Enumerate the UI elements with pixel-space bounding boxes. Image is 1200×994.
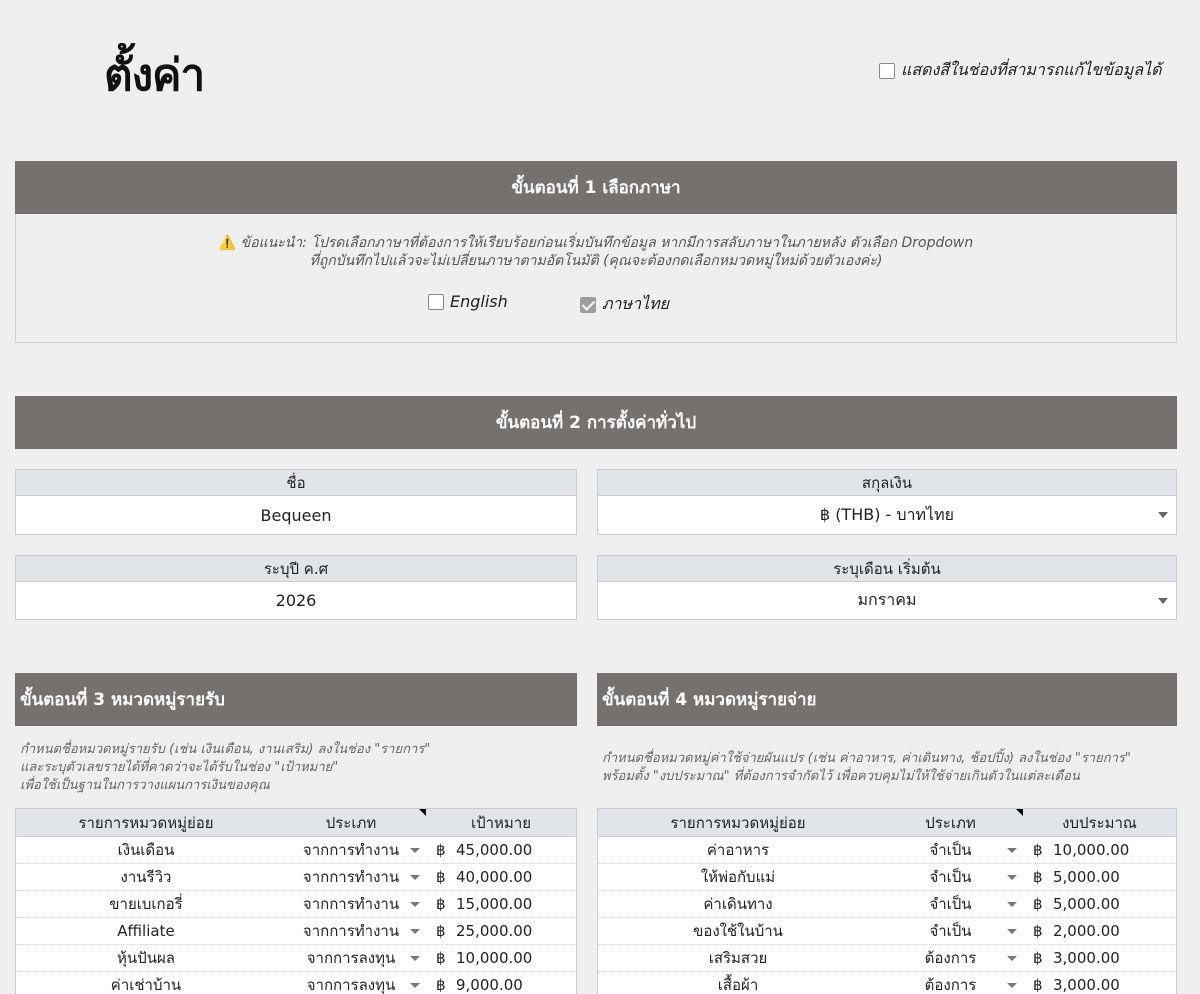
expense-row-amount[interactable] bbox=[1023, 918, 1176, 944]
year-label: ระบุปี ค.ศ bbox=[15, 555, 577, 582]
expense-row-name-text: ค่าอาหาร bbox=[706, 841, 770, 859]
income-row-type-text: จากการทำงาน bbox=[302, 841, 400, 859]
step3-desc-line2: และระบุตัวเลขรายได้ที่คาดว่าจะได้รับในช่อง "เป้าหมาย" bbox=[20, 760, 339, 775]
currency-label: สกุลเงิน bbox=[597, 469, 1177, 496]
income-table bbox=[15, 808, 577, 994]
income-row-name-text: ขายเบเกอรี่ bbox=[109, 895, 183, 913]
baht-symbol: ฿ bbox=[436, 976, 446, 994]
expense-row-type-select[interactable] bbox=[878, 945, 1023, 971]
income-table-header bbox=[16, 809, 576, 837]
income-table-row bbox=[16, 972, 576, 994]
income-row-name[interactable] bbox=[16, 864, 276, 890]
expense-row-type-text: จำเป็น bbox=[929, 895, 972, 913]
baht-symbol: ฿ bbox=[436, 868, 446, 886]
income-row-amount-text: 10,000.00 bbox=[456, 949, 533, 967]
baht-symbol: ฿ bbox=[436, 841, 446, 859]
dropdown-arrow-icon[interactable] bbox=[410, 929, 420, 934]
currency-value: ฿ (THB) - บาทไทย bbox=[819, 504, 955, 524]
dropdown-arrow-icon[interactable] bbox=[410, 875, 420, 880]
expense-row-type-text: ต้องการ bbox=[924, 949, 977, 967]
expense-row-name-text: ของใช้ในบ้าน bbox=[693, 922, 783, 940]
expense-row-type-select[interactable] bbox=[878, 864, 1023, 890]
expense-row-type-text: ต้องการ bbox=[924, 976, 977, 994]
baht-symbol: ฿ bbox=[436, 949, 446, 967]
expense-row-name-text: ค่าเดินทาง bbox=[703, 895, 773, 913]
step4-header bbox=[597, 673, 1177, 726]
income-row-amount-text: 25,000.00 bbox=[456, 922, 533, 940]
expense-header-name: รายการหมวดหมู่ย่อย bbox=[670, 813, 806, 832]
dropdown-arrow-icon[interactable] bbox=[410, 902, 420, 907]
warning-icon: ⚠️ bbox=[218, 235, 237, 251]
expense-row-amount-text: 2,000.00 bbox=[1053, 922, 1120, 940]
year-value: 2026 bbox=[275, 591, 317, 610]
income-row-name[interactable] bbox=[16, 891, 276, 917]
income-row-type-text: จากการลงทุน bbox=[306, 949, 396, 967]
income-row-name-text: เงินเดือน bbox=[117, 841, 175, 859]
income-table-row bbox=[16, 891, 576, 918]
language-tip bbox=[16, 234, 1176, 270]
expense-row-type-text: จำเป็น bbox=[929, 868, 972, 886]
baht-symbol: ฿ bbox=[1033, 868, 1043, 886]
income-row-amount[interactable] bbox=[426, 837, 576, 863]
expense-table-row bbox=[598, 945, 1176, 972]
expense-row-name[interactable] bbox=[598, 864, 878, 890]
language-option-english[interactable] bbox=[428, 292, 508, 311]
income-row-type-text: จากการทำงาน bbox=[302, 922, 400, 940]
income-table-row bbox=[16, 864, 576, 891]
expense-row-name-text: เสื้อผ้า bbox=[717, 976, 759, 994]
tip-line1: โปรดเลือกภาษาที่ต้องการให้เรียบร้อยก่อนเริ่มบันทึกข้อมูล หากมีการสลับภาษาในภายหลัง ตัวเลือก Dropdown bbox=[311, 235, 974, 251]
expense-header-amount: งบประมาณ bbox=[1062, 813, 1137, 832]
expense-row-amount[interactable] bbox=[1023, 945, 1176, 971]
expense-row-amount[interactable] bbox=[1023, 864, 1176, 890]
expense-header-type: ประเภท bbox=[878, 809, 1023, 836]
tip-prefix: ข้อแนะนำ: bbox=[240, 235, 307, 251]
step3-desc-line3: เพื่อใช้เป็นฐานในการวางแผนการเงินของคุณ bbox=[20, 778, 270, 793]
income-row-amount-text: 15,000.00 bbox=[456, 895, 533, 913]
income-row-name[interactable] bbox=[16, 837, 276, 863]
dropdown-arrow-icon[interactable] bbox=[410, 848, 420, 853]
dropdown-arrow-icon[interactable] bbox=[1007, 902, 1017, 907]
dropdown-arrow-icon[interactable] bbox=[1007, 956, 1017, 961]
thai-checkbox[interactable] bbox=[580, 297, 596, 313]
baht-symbol: ฿ bbox=[436, 895, 446, 913]
highlight-editable-label: แสดงสีในช่องที่สามารถแก้ไขข้อมูลได้ bbox=[901, 60, 1162, 79]
step1-header bbox=[15, 161, 1177, 214]
step4-description bbox=[602, 750, 1177, 786]
name-label: ชื่อ bbox=[15, 469, 577, 496]
step1-title: ขั้นตอนที่ 1 เลือกภาษา bbox=[511, 178, 681, 198]
month-value: มกราคม bbox=[857, 590, 917, 609]
dropdown-arrow-icon[interactable] bbox=[410, 983, 420, 988]
expense-row-type-text: จำเป็น bbox=[929, 841, 972, 859]
dropdown-arrow-icon[interactable] bbox=[1007, 929, 1017, 934]
income-table-row bbox=[16, 837, 576, 864]
expense-row-amount[interactable] bbox=[1023, 972, 1176, 994]
income-header-amount: เป้าหมาย bbox=[470, 813, 532, 832]
baht-symbol: ฿ bbox=[1033, 895, 1043, 913]
expense-row-amount-text: 5,000.00 bbox=[1053, 895, 1120, 913]
expense-row-type-select[interactable] bbox=[878, 837, 1023, 863]
income-row-amount[interactable] bbox=[426, 972, 576, 994]
baht-symbol: ฿ bbox=[1033, 949, 1043, 967]
dropdown-arrow-icon[interactable] bbox=[410, 956, 420, 961]
highlight-editable-checkbox[interactable] bbox=[879, 63, 895, 79]
expense-row-amount-text: 10,000.00 bbox=[1053, 841, 1130, 859]
income-row-amount[interactable] bbox=[426, 864, 576, 890]
income-row-type-select[interactable] bbox=[276, 945, 426, 971]
expense-table-row bbox=[598, 891, 1176, 918]
expense-row-type-select[interactable] bbox=[878, 972, 1023, 994]
step3-description bbox=[20, 741, 580, 795]
language-option-thai[interactable] bbox=[580, 292, 669, 317]
step4-desc-line1: กำหนดชื่อหมวดหมู่ค่าใช้จ่ายผันแปร (เช่น ค่าอาหาร, ค่าเดินทาง, ช้อปปิ้ง) ลงในช่อง "รายการ" bbox=[602, 751, 1131, 766]
expense-table bbox=[597, 808, 1177, 994]
year-input[interactable] bbox=[15, 582, 577, 620]
expense-table-row bbox=[598, 864, 1176, 891]
expense-row-name[interactable] bbox=[598, 918, 878, 944]
income-row-name[interactable] bbox=[16, 945, 276, 971]
income-row-amount[interactable] bbox=[426, 918, 576, 944]
expense-row-amount-text: 3,000.00 bbox=[1053, 976, 1120, 994]
step2-header bbox=[15, 396, 1177, 449]
month-select[interactable] bbox=[597, 582, 1177, 620]
baht-symbol: ฿ bbox=[1033, 976, 1043, 994]
baht-symbol: ฿ bbox=[1033, 922, 1043, 940]
thai-label: ภาษาไทย bbox=[602, 294, 670, 313]
dropdown-arrow-icon[interactable] bbox=[1007, 848, 1017, 853]
expense-row-amount-text: 3,000.00 bbox=[1053, 949, 1120, 967]
income-row-amount-text: 40,000.00 bbox=[456, 868, 533, 886]
tip-line2: ที่ถูกบันทึกไปแล้วจะไม่เปลี่ยนภาษาตามอัตโนมัติ (คุณจะต้องกดเลือกหมวดหมู่ใหม่ด้วยตัวเองค่ะ) bbox=[309, 253, 883, 269]
income-row-name-text: Affiliate bbox=[117, 922, 175, 940]
english-label: English bbox=[450, 292, 508, 311]
step3-header bbox=[15, 673, 577, 726]
expense-row-name[interactable] bbox=[598, 837, 878, 863]
income-row-name-text: หุ้นปันผล bbox=[117, 949, 175, 967]
step4-title: ขั้นตอนที่ 4 หมวดหมู่รายจ่าย bbox=[602, 690, 817, 710]
income-row-name[interactable] bbox=[16, 918, 276, 944]
income-row-type-text: จากการทำงาน bbox=[302, 895, 400, 913]
step4-desc-line2: พร้อมตั้ง "งบประมาณ" ที่ต้องการจำกัดไว้ เพื่อควบคุมไม่ให้ใช้จ่ายเกินตัวในแต่ละเดือน bbox=[602, 769, 1080, 784]
income-row-type-select[interactable] bbox=[276, 891, 426, 917]
income-row-amount-text: 45,000.00 bbox=[456, 841, 533, 859]
step3-title: ขั้นตอนที่ 3 หมวดหมู่รายรับ bbox=[20, 690, 225, 710]
income-row-amount[interactable] bbox=[426, 891, 576, 917]
income-table-row bbox=[16, 918, 576, 945]
step3-desc-line1: กำหนดชื่อหมวดหมู่รายรับ (เช่น เงินเดือน, งานเสริม) ลงในช่อง "รายการ" bbox=[20, 742, 431, 757]
income-row-amount-text: 9,000.00 bbox=[456, 976, 523, 994]
expense-row-name-text: เสริมสวย bbox=[708, 949, 768, 967]
month-dropdown-arrow-icon[interactable] bbox=[1158, 598, 1168, 604]
expense-row-type-text: จำเป็น bbox=[929, 922, 972, 940]
expense-row-amount[interactable] bbox=[1023, 891, 1176, 917]
income-row-name-text: งานรีวิว bbox=[120, 868, 172, 886]
step1-panel bbox=[15, 214, 1177, 343]
expense-row-amount[interactable] bbox=[1023, 837, 1176, 863]
income-row-amount[interactable] bbox=[426, 945, 576, 971]
dropdown-arrow-icon[interactable] bbox=[1007, 983, 1017, 988]
name-value: Bequeen bbox=[260, 505, 332, 525]
dropdown-arrow-icon[interactable] bbox=[1007, 875, 1017, 880]
income-header-name: รายการหมวดหมู่ย่อย bbox=[78, 813, 214, 832]
expense-row-amount-text: 5,000.00 bbox=[1053, 868, 1120, 886]
name-input[interactable] bbox=[15, 496, 577, 535]
expense-table-row bbox=[598, 837, 1176, 864]
highlight-editable-toggle[interactable] bbox=[879, 58, 1162, 83]
income-row-name-text: ค่าเช่าบ้าน bbox=[110, 976, 182, 994]
month-label: ระบุเดือน เริ่มต้น bbox=[597, 555, 1177, 582]
baht-symbol: ฿ bbox=[436, 922, 446, 940]
income-row-type-select[interactable] bbox=[276, 837, 426, 863]
step2-title: ขั้นตอนที่ 2 การตั้งค่าทั่วไป bbox=[495, 413, 697, 433]
expense-table-row bbox=[598, 972, 1176, 994]
income-row-type-text: จากการทำงาน bbox=[302, 868, 400, 886]
income-row-type-select[interactable] bbox=[276, 918, 426, 944]
baht-symbol: ฿ bbox=[1033, 841, 1043, 859]
income-header-type: ประเภท bbox=[276, 809, 426, 836]
income-row-type-text: จากการลงทุน bbox=[306, 976, 396, 994]
currency-dropdown-arrow-icon[interactable] bbox=[1158, 512, 1168, 518]
english-checkbox[interactable] bbox=[428, 294, 444, 310]
currency-select[interactable] bbox=[597, 496, 1177, 535]
income-row-type-select[interactable] bbox=[276, 972, 426, 994]
expense-row-type-select[interactable] bbox=[878, 918, 1023, 944]
income-table-row bbox=[16, 945, 576, 972]
expense-row-type-select[interactable] bbox=[878, 891, 1023, 917]
expense-row-name-text: ให้พ่อกับแม่ bbox=[700, 868, 776, 886]
expense-row-name[interactable] bbox=[598, 945, 878, 971]
income-row-type-select[interactable] bbox=[276, 864, 426, 890]
expense-row-name[interactable] bbox=[598, 891, 878, 917]
expense-table-header bbox=[598, 809, 1176, 837]
expense-row-name[interactable] bbox=[598, 972, 878, 994]
expense-table-row bbox=[598, 918, 1176, 945]
income-row-name[interactable] bbox=[16, 972, 276, 994]
page-title: ตั้งค่า bbox=[104, 50, 205, 101]
